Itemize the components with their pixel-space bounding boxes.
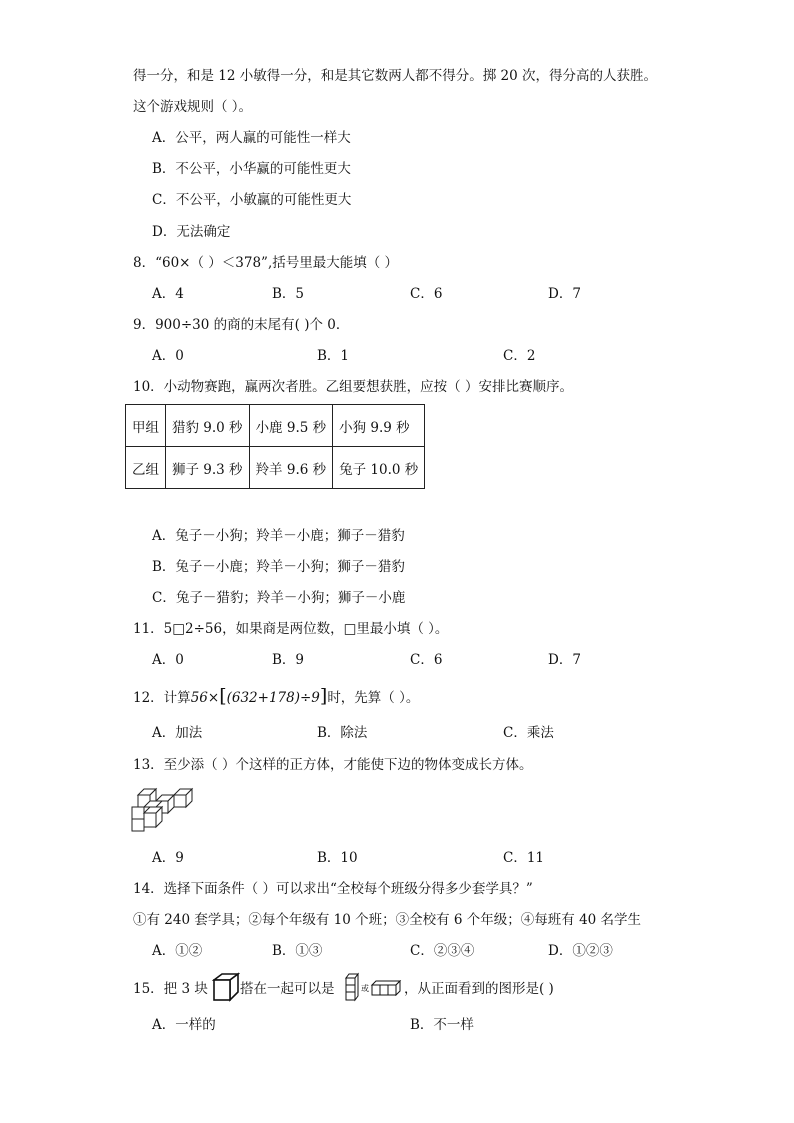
q11-option-c[interactable]: C．6: [410, 652, 443, 668]
q7-line2: 这个游戏规则（ ）。: [133, 99, 253, 115]
q15-stem-a: 15．把 3 块: [133, 981, 208, 997]
q8-stem: 8．“60×（ ）＜378”,括号里最大能填（ ）: [133, 255, 399, 271]
q12-stem: [133, 686, 419, 708]
q7-option-d[interactable]: D．无法确定: [152, 224, 231, 240]
table-cell: 乙组: [126, 447, 166, 489]
q7-option-b[interactable]: B．不公平，小华赢的可能性更大: [152, 161, 351, 177]
q8-option-c[interactable]: C．6: [410, 286, 443, 302]
q13-option-a[interactable]: A．9: [152, 850, 184, 866]
q11-option-b[interactable]: B．9: [272, 652, 305, 668]
q14-option-b[interactable]: B．①③: [272, 943, 323, 959]
q13-option-b[interactable]: B．10: [317, 850, 358, 866]
q12-option-a[interactable]: A．加法: [152, 725, 203, 741]
q8-option-b[interactable]: B．5: [272, 286, 305, 302]
q12-expression-multiplier: 56×: [190, 690, 220, 706]
table-cell: 猎豹 9.0 秒: [166, 405, 250, 447]
q15-stem-c: ，从正面看到的图形是( ): [404, 981, 554, 997]
q15-option-a[interactable]: A．一样的: [152, 1017, 216, 1033]
q14-option-c[interactable]: C．②③④: [410, 943, 475, 959]
q14-option-d[interactable]: D．①②③: [548, 943, 613, 959]
q15-stem-b: 搭在一起可以是: [240, 981, 335, 997]
q10-option-c[interactable]: C．兔子－猎豹；羚羊－小狗；狮子－小鹿: [152, 590, 406, 606]
single-cube-icon: [212, 972, 240, 1002]
q13-option-c[interactable]: C．11: [503, 850, 545, 866]
q12-option-c[interactable]: C．乘法: [503, 725, 554, 741]
q9-option-c[interactable]: C．2: [503, 348, 536, 364]
table-cell: 小狗 9.9 秒: [333, 405, 425, 447]
table-row: [126, 447, 425, 489]
bracket-open-icon: [: [219, 685, 227, 707]
q11-stem: 11．5□2÷56，如果商是两位数，□里最小填（ ）。: [133, 621, 449, 637]
q14-conditions: ①有 240 套学具；②每个年级有 10 个班；③全校有 6 个年级；④每班有 40 名学生: [133, 912, 642, 928]
q9-option-a[interactable]: A．0: [152, 348, 184, 364]
table-cell: 羚羊 9.6 秒: [249, 447, 333, 489]
q15-or-label: 或: [361, 984, 369, 993]
bracket-close-icon: ]: [319, 685, 328, 707]
q9-stem: 9．900÷30 的商的末尾有( )个 0．: [133, 317, 350, 333]
q11-option-d[interactable]: D．7: [548, 652, 581, 668]
race-times-table: [125, 404, 425, 489]
q10-stem: 10．小动物赛跑，赢两次者胜。乙组要想获胜，应按（ ）安排比赛顺序。: [133, 379, 573, 395]
q8-option-a[interactable]: A．4: [152, 286, 184, 302]
q12-expression-inner: (632+178)÷9: [226, 690, 320, 706]
table-cell: 兔子 10.0 秒: [333, 447, 425, 489]
q13-stem: 13．至少添（ ）个这样的正方体，才能使下边的物体变成长方体。: [133, 757, 533, 773]
q7-line1: 得一分，和是 12 小敏得一分，和是其它数两人都不得分。掷 20 次，得分高的人获胜。: [133, 68, 658, 84]
q14-option-a[interactable]: A．①②: [152, 943, 203, 959]
q7-option-a[interactable]: A．公平，两人赢的可能性一样大: [152, 130, 351, 146]
table-cell: 小鹿 9.5 秒: [249, 405, 333, 447]
q8-option-d[interactable]: D．7: [548, 286, 581, 302]
q12-option-b[interactable]: B．除法: [317, 725, 368, 741]
table-cell: 甲组: [126, 405, 166, 447]
q7-option-c[interactable]: C．不公平，小敏赢的可能性更大: [152, 192, 352, 208]
q11-option-a[interactable]: A．0: [152, 652, 184, 668]
q14-stem: 14．选择下面条件（ ）可以求出“全校每个班级分得多少套学具？”: [133, 881, 533, 897]
vertical-stack-icon: [344, 972, 360, 1002]
table-row: [126, 405, 425, 447]
q10-option-b[interactable]: B．兔子－小鹿；羚羊－小狗；狮子－猎豹: [152, 559, 405, 575]
stacked-cubes-figure: [130, 787, 194, 833]
q12-suffix: 时，先算（ ）。: [327, 690, 420, 706]
q12-prefix: 12．计算: [133, 690, 191, 706]
q10-option-a[interactable]: A．兔子－小狗；羚羊－小鹿；狮子－猎豹: [152, 528, 405, 544]
q9-option-b[interactable]: B．1: [317, 348, 350, 364]
horizontal-row-icon: [370, 980, 404, 996]
table-cell: 狮子 9.3 秒: [166, 447, 250, 489]
q15-option-b[interactable]: B．不一样: [410, 1017, 474, 1033]
